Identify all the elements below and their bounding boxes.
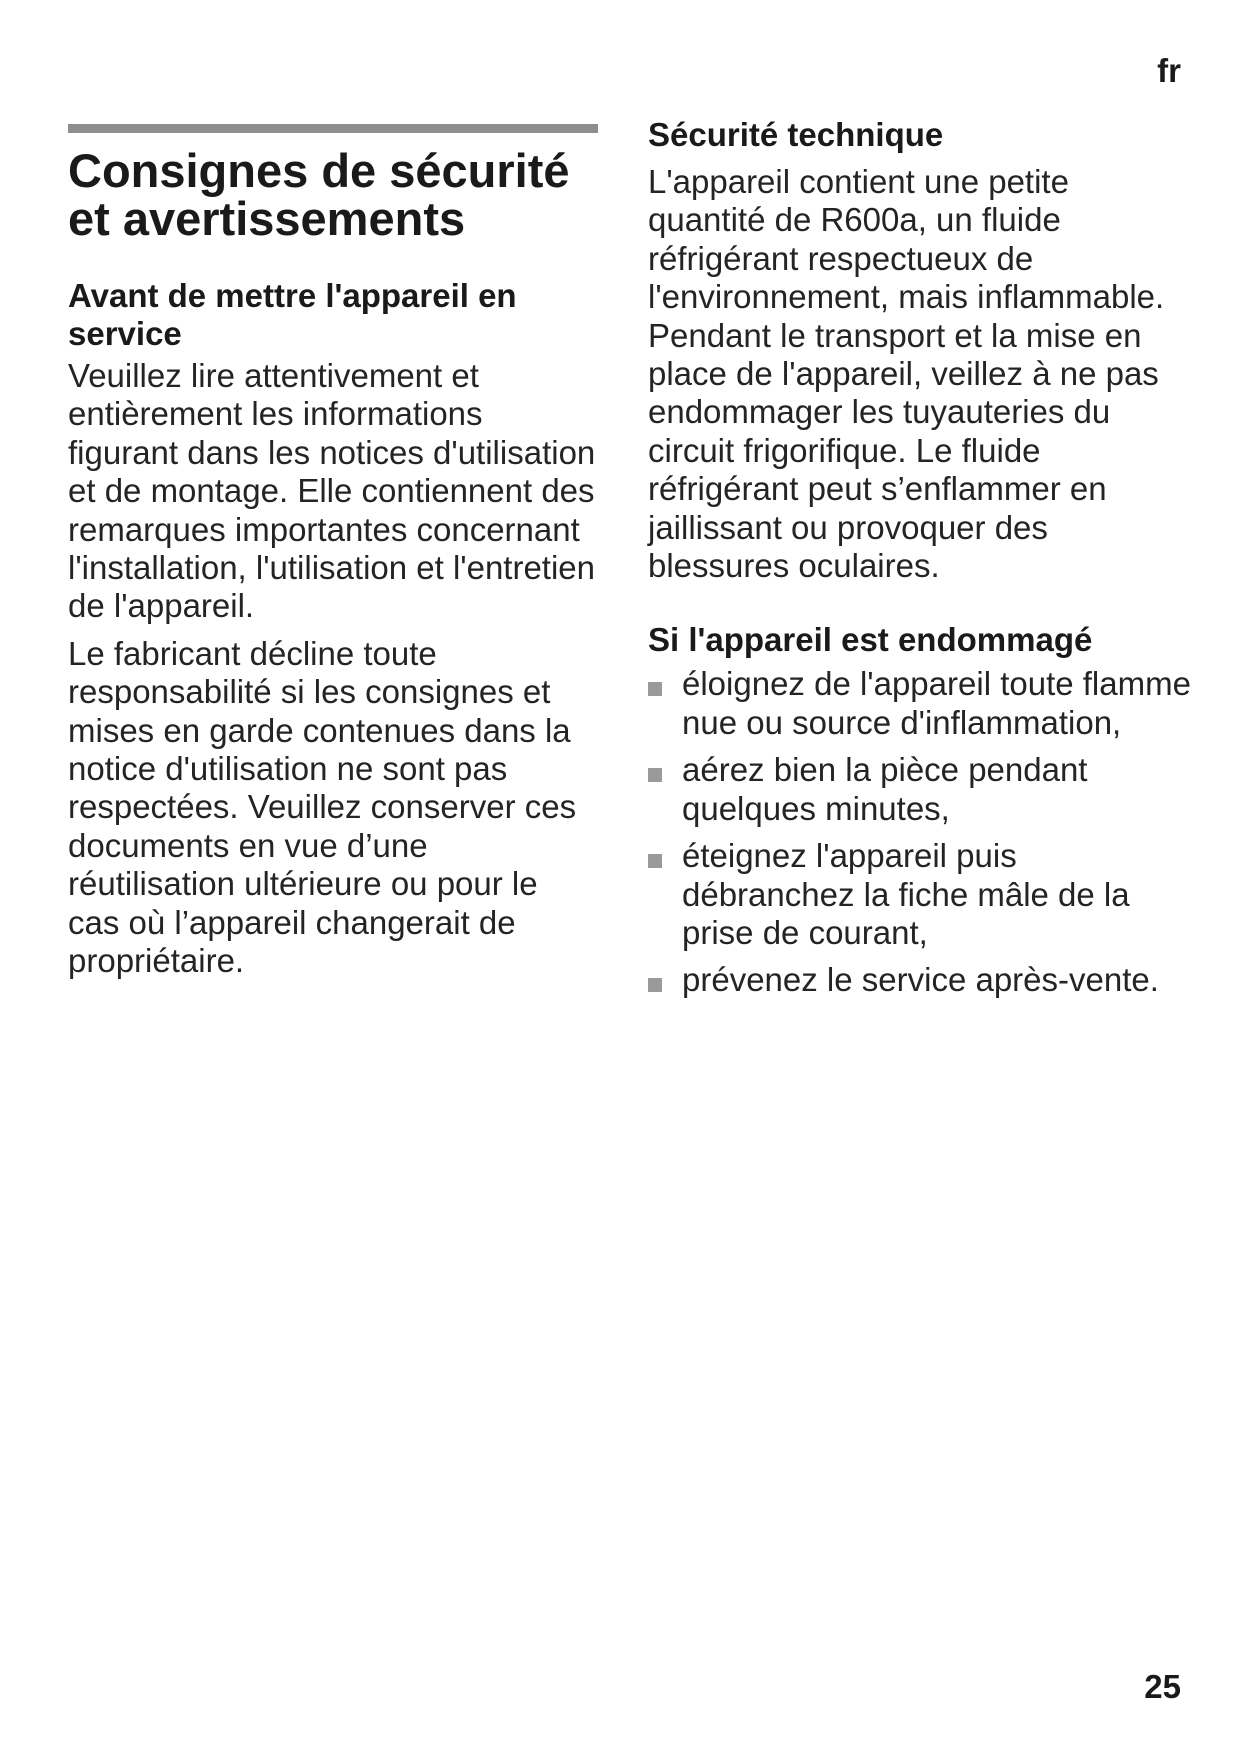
damage-instructions-list <box>648 665 1193 999</box>
paragraph-read-instructions: Veuillez lire attentivement et entièrement les informations figurant dans les notices d'utilisation et de montage. Elle contiennent des remarques importantes concernant l'installation, l'utilisation et l'entretien de l'appareil. <box>68 357 596 625</box>
page-number: 25 <box>1144 1668 1181 1705</box>
bullet-square-icon <box>648 768 662 782</box>
list-item-text: éloignez de l'appareil toute flamme nue ou source d'inflammation, <box>682 665 1191 741</box>
section-heading-technical-safety: Sécurité technique <box>648 116 944 153</box>
list-item <box>648 837 1193 952</box>
list-item-text: prévenez le service après-vente. <box>682 961 1159 999</box>
right-column <box>648 116 1193 1009</box>
bullet-square-icon <box>648 978 662 992</box>
title-rule <box>68 124 598 133</box>
paragraph-liability: Le fabricant décline toute responsabilité si les consignes et mises en garde contenues dans la notice d'utilisation ne sont pas respectées. Veuillez conserver ces documents en vue d’une réutilisation ultérieure ou pour le cas où l’appareil changerait de propriétaire. <box>68 634 577 980</box>
left-column <box>68 124 598 981</box>
section-heading-damaged: Si l'appareil est endommagé <box>648 621 1093 659</box>
list-item <box>648 665 1193 742</box>
section-heading-before-use: Avant de mettre l'appareil en service <box>68 277 517 352</box>
list-item <box>648 961 1193 999</box>
list-item <box>648 751 1193 828</box>
list-item-text: aérez bien la pièce pendant quelques minutes, <box>682 751 1088 827</box>
paragraph-refrigerant: L'appareil contient une petite quantité de R600a, un fluide réfrigérant respectueux de l'environnement, mais inflammable. Pendant le transport et la mise en place de l'appareil, veillez à ne pas endommager les tuyauteries du circuit frigorifique. Le fluide réfrigérant peut s’enflammer en jaillissant ou provoquer des blessures oculaires. <box>648 163 1165 585</box>
language-label: fr <box>1157 52 1181 89</box>
bullet-square-icon <box>648 682 662 696</box>
page-title: Consignes de sécurité et avertissements <box>68 144 570 245</box>
bullet-square-icon <box>648 854 662 868</box>
list-item-text: éteignez l'appareil puis débranchez la fiche mâle de la prise de courant, <box>682 837 1130 951</box>
